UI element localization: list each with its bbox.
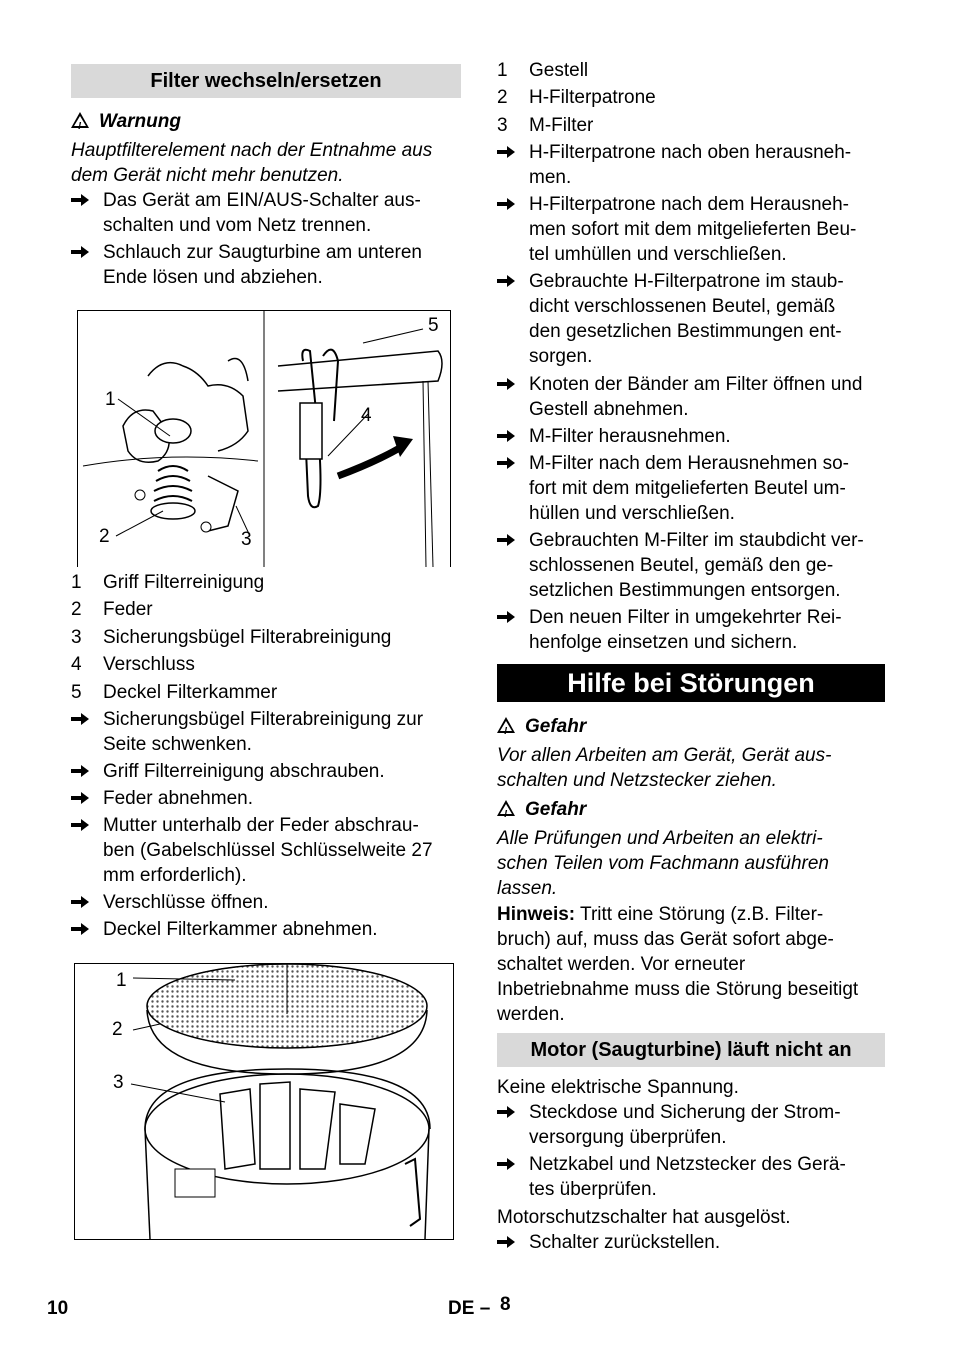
arrow-right-icon xyxy=(497,192,515,217)
section-title-filter: Filter wechseln/ersetzen xyxy=(71,64,461,98)
legend-number: 1 xyxy=(71,572,82,593)
legend-number: 2 xyxy=(497,87,508,109)
warning-label: Warnung xyxy=(99,111,181,132)
warning-text-1: Hauptfilterelement nach der Entnahme aus xyxy=(71,140,433,161)
danger-heading-2 xyxy=(497,797,887,822)
arrow-right-icon xyxy=(497,269,515,294)
arrow-right-icon xyxy=(71,188,89,213)
step-text: Das Gerät am EIN/AUS-Schalter aus- xyxy=(103,190,421,211)
step-text: Mutter unterhalb der Feder abschrau- xyxy=(103,815,419,836)
text-line: bruch) auf, muss das Gerät sofort abge- xyxy=(497,929,834,950)
step-text: Griff Filterreinigung abschrauben. xyxy=(103,761,385,782)
arrow-right-icon xyxy=(497,528,515,553)
arrow-right-icon xyxy=(71,786,89,811)
step-text: setzlichen Bestimmungen entsorgen. xyxy=(529,580,841,602)
text-line: Vor allen Arbeiten am Gerät, Gerät aus- xyxy=(497,745,832,766)
step-text: Feder abnehmen. xyxy=(103,788,253,809)
step-text: Steckdose und Sicherung der Strom- xyxy=(529,1102,841,1123)
cause-1: Keine elektrische Spannung. xyxy=(497,1077,739,1098)
danger-label-2: Gefahr xyxy=(525,799,587,820)
step-text: Sicherungsbügel Filterabreinigung zur xyxy=(103,709,424,730)
arrow-right-icon xyxy=(71,813,89,838)
step-text: M-Filter herausnehmen. xyxy=(529,425,731,447)
fig2-callout-1: 1 xyxy=(116,970,127,991)
step-text: Netzkabel und Netzstecker des Gerä- xyxy=(529,1154,846,1175)
fig1-callout-4: 4 xyxy=(361,405,372,426)
figure-filter-cleaning xyxy=(77,310,451,567)
step-text: schalten und vom Netz trennen. xyxy=(103,215,372,236)
step-text: versorgung überprüfen. xyxy=(529,1127,727,1148)
arrow-right-icon xyxy=(71,917,89,942)
text-line: schen Teilen vom Fachmann ausführen xyxy=(497,853,829,874)
step-text: Deckel Filterkammer abnehmen. xyxy=(103,919,378,940)
arrow-right-icon xyxy=(497,1152,515,1177)
step-text: Knoten der Bänder am Filter öffnen und xyxy=(529,373,863,395)
step-text: Schlauch zur Saugturbine am unteren xyxy=(103,242,422,263)
legend-number: 3 xyxy=(497,114,508,136)
legend-number: 5 xyxy=(71,681,82,703)
step-text: den gesetzlichen Bestimmungen ent- xyxy=(529,321,842,343)
step-text: Schalter zurückstellen. xyxy=(529,1232,721,1253)
step-text: Gestell abnehmen. xyxy=(529,398,689,420)
step-text: men. xyxy=(529,167,572,188)
arrow-right-icon xyxy=(71,707,89,732)
footer-lang xyxy=(448,1298,490,1320)
arrow-right-icon xyxy=(497,451,515,476)
danger-label-1: Gefahr xyxy=(525,716,587,737)
step-text: hüllen und verschließen. xyxy=(529,503,735,524)
arrow-right-icon xyxy=(497,1230,515,1255)
step-text: Den neuen Filter in umgekehrter Rei- xyxy=(529,607,842,629)
legend-number: 2 xyxy=(71,599,82,621)
footer-dash: – xyxy=(479,1298,491,1319)
arrow-right-icon xyxy=(71,759,89,784)
figure-filter-chamber-drawing xyxy=(75,964,453,1239)
text-line: schaltet werden. Vor erneuter xyxy=(497,954,746,975)
fig1-callout-3: 3 xyxy=(241,529,252,550)
step-text: Ende lösen und abziehen. xyxy=(103,267,323,288)
step-text: mm erforderlich). xyxy=(103,865,247,886)
page-number: 10 xyxy=(47,1298,69,1319)
legend-label: Deckel Filterkammer xyxy=(103,681,278,703)
step-text: Gebrauchten M-Filter im staubdicht ver- xyxy=(529,530,864,552)
step-text: sorgen. xyxy=(529,346,593,368)
legend-label: Feder xyxy=(103,599,153,621)
figure-filter-chamber xyxy=(74,963,454,1240)
fig1-callout-5: 5 xyxy=(428,315,439,336)
text-line: Inbetriebnahme muss die Störung beseitigt xyxy=(497,979,859,1000)
note-label: Hinweis: xyxy=(497,904,576,925)
legend-number: 4 xyxy=(71,654,82,676)
legend-label: Gestell xyxy=(529,60,589,81)
step-text: Verschlüsse öffnen. xyxy=(103,892,269,913)
legend-label: Griff Filterreinigung xyxy=(103,572,265,593)
fig2-callout-3: 3 xyxy=(113,1072,124,1093)
arrow-right-icon xyxy=(71,890,89,915)
legend-label: H-Filterpatrone xyxy=(529,87,656,109)
step-text: fort mit dem mitgelieferten Beutel um- xyxy=(529,478,846,499)
text-line: Alle Prüfungen und Arbeiten an elektri- xyxy=(497,828,823,849)
step-text: ben (Gabelschlüssel Schlüsselweite 27 xyxy=(103,840,433,861)
step-text: tel umhüllen und verschließen. xyxy=(529,244,787,266)
warning-icon xyxy=(497,717,515,733)
note-first: Tritt eine Störung (z.B. Filter- xyxy=(575,904,824,925)
fig1-callout-2: 2 xyxy=(99,526,110,547)
fig2-callout-2: 2 xyxy=(112,1019,123,1040)
footer-lang-code: DE xyxy=(448,1298,475,1319)
step-text: men sofort mit dem mitgelieferten Beu- xyxy=(529,219,857,241)
legend-label: M-Filter xyxy=(529,114,594,136)
step-text: henfolge einsetzen und sichern. xyxy=(529,632,798,654)
footer-subpage: 8 xyxy=(500,1294,511,1315)
arrow-right-icon xyxy=(497,372,515,397)
warning-text-2: dem Gerät nicht mehr benutzen. xyxy=(71,165,344,186)
text-line: lassen. xyxy=(497,878,558,899)
main-title-troubleshooting: Hilfe bei Störungen xyxy=(497,664,885,702)
step-text: Gebrauchte H-Filterpatrone im staub- xyxy=(529,271,844,293)
legend-number: 1 xyxy=(497,60,508,81)
legend-label: Sicherungsbügel Filterabreinigung xyxy=(103,626,392,648)
legend-number: 3 xyxy=(71,626,82,648)
step-text: dicht verschlossenen Beutel, gemäß xyxy=(529,296,836,318)
figure-filter-cleaning-drawing xyxy=(78,311,450,567)
text-line: werden. xyxy=(497,1004,565,1025)
warning-icon xyxy=(497,800,515,816)
note-first-line xyxy=(497,902,887,927)
arrow-right-icon xyxy=(497,424,515,449)
subsection-title-motor: Motor (Saugturbine) läuft nicht an xyxy=(497,1033,885,1067)
arrow-right-icon xyxy=(497,1100,515,1125)
danger-heading-1 xyxy=(497,714,887,739)
arrow-right-icon xyxy=(497,140,515,165)
fig1-callout-1: 1 xyxy=(105,389,116,410)
step-text: M-Filter nach dem Herausnehmen so- xyxy=(529,453,849,474)
step-text: tes überprüfen. xyxy=(529,1179,657,1200)
warning-heading xyxy=(71,109,461,134)
warning-icon xyxy=(71,112,89,128)
step-text: H-Filterpatrone nach oben herausneh- xyxy=(529,142,852,163)
text-line: schalten und Netzstecker ziehen. xyxy=(497,770,777,791)
legend-label: Verschluss xyxy=(103,654,195,676)
cause-2: Motorschutzschalter hat ausgelöst. xyxy=(497,1207,791,1228)
arrow-right-icon xyxy=(497,605,515,630)
arrow-right-icon xyxy=(71,240,89,265)
step-text: Seite schwenken. xyxy=(103,734,252,755)
step-text: H-Filterpatrone nach dem Herausneh- xyxy=(529,194,849,216)
step-text: schlossenen Beutel, gemäß den ge- xyxy=(529,555,834,577)
